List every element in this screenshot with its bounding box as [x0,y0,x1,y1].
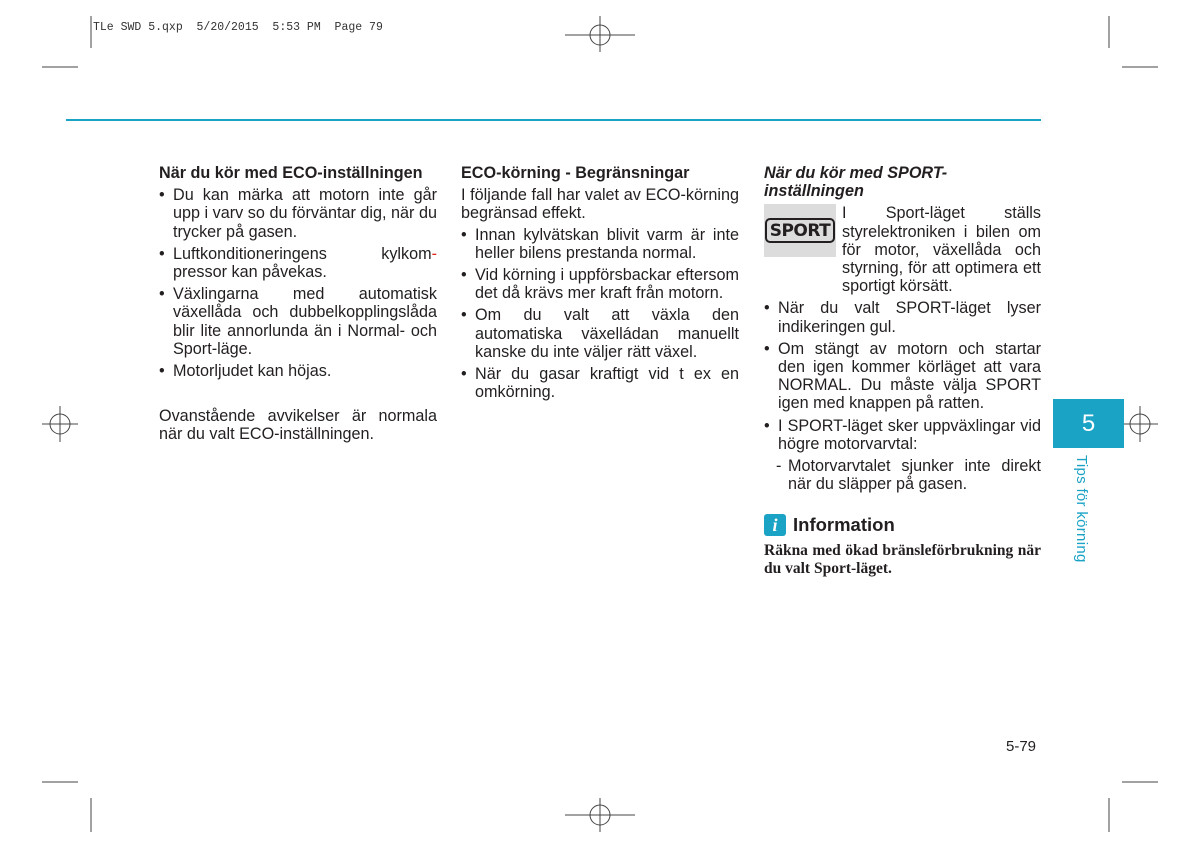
info-icon: i [764,514,786,536]
column-sport-mode [764,164,1041,578]
bullet-list [461,226,739,402]
sport-button-illustration [764,204,836,257]
registration-mark-right [1122,406,1158,442]
list-item: • Innan kylvätskan blivit varm är inte heller bilens prestanda normal. [461,226,739,262]
print-slug: TLe SWD 5.qxp 5/20/2015 5:53 PM Page 79 [93,21,383,34]
registration-mark-left [42,406,78,442]
list-item: - Motorvarvtalet sjunker inte direkt när du släpper på gasen. [776,457,1041,493]
list-item: • Motorljudet kan höjas. [159,362,437,380]
body-paragraph: Ovanstående avvikelser är normala när du valt ECO-inställningen. [159,407,437,444]
chapter-number: 5 [1081,409,1096,437]
body-paragraph: I följande fall har valet av ECO-körning begränsad effekt. [461,186,739,223]
information-header [764,514,1041,536]
body-paragraph: I Sport-läget ställs styrelektroniken i bilen om för motor, växellåda och styrning, för att optimera ett sportigt körsätt. [842,204,1041,296]
dash-list [764,457,1041,493]
list-item: • Vid körning i uppförsbackar eftersom det då krävs mer kraft från motorn. [461,266,739,302]
registration-mark-bottom [565,798,635,832]
list-item: • Om stängt av motorn och startar den igen kommer körläget att vara NORMAL. Du måste välja SPORT igen med knappen på ratten. [764,340,1041,413]
sport-mode-icon: SPORT [765,218,836,243]
information-title: Information [793,514,895,536]
sport-intro [764,204,1041,295]
list-item: • När du valt SPORT-läget lyser indikeringen gul. [764,299,1041,335]
section-heading: ECO-körning - Begränsningar [461,164,690,182]
chapter-title: Tips för körning [1073,455,1090,563]
column-eco-driving [159,164,437,444]
list-item: • När du gasar kraftigt vid t ex en omkörning. [461,365,739,401]
bullet-list [159,186,437,380]
list-item-text: pressor kan påvekas. [173,263,327,282]
list-item-text: Luftkonditioneringens kylkom [173,244,432,263]
list-item [159,245,437,281]
registration-mark-top [565,16,635,52]
list-item: • Du kan märka att motorn inte går upp i varv so du förväntar dig, när du trycker på gasen. [159,186,437,241]
section-heading: När du kör med SPORT-inställningen [764,164,948,201]
list-item: • Om du valt att växla den automatiska växelládan manuellt kanske du inte väljer rätt växel. [461,306,739,361]
page-number: 5-79 [1006,738,1037,755]
bullet-list [764,299,1041,453]
section-heading: När du kör med ECO-inställningen [159,164,423,182]
chapter-tab [1053,399,1124,448]
header-rule [66,119,1041,121]
soft-hyphen: - [431,244,437,263]
information-body: Räkna med ökad bränsleförbrukning när du valt Sport-läget. [764,542,1041,578]
column-eco-limitations [461,164,739,405]
list-item: • I SPORT-läget sker uppväxlingar vid högre motorvarvtal: [764,417,1041,453]
list-item: • Växlingarna med automatisk växellåda och dubbelkopplingslåda blir lite annorlunda än i Normal- och Sport-läge. [159,285,437,358]
